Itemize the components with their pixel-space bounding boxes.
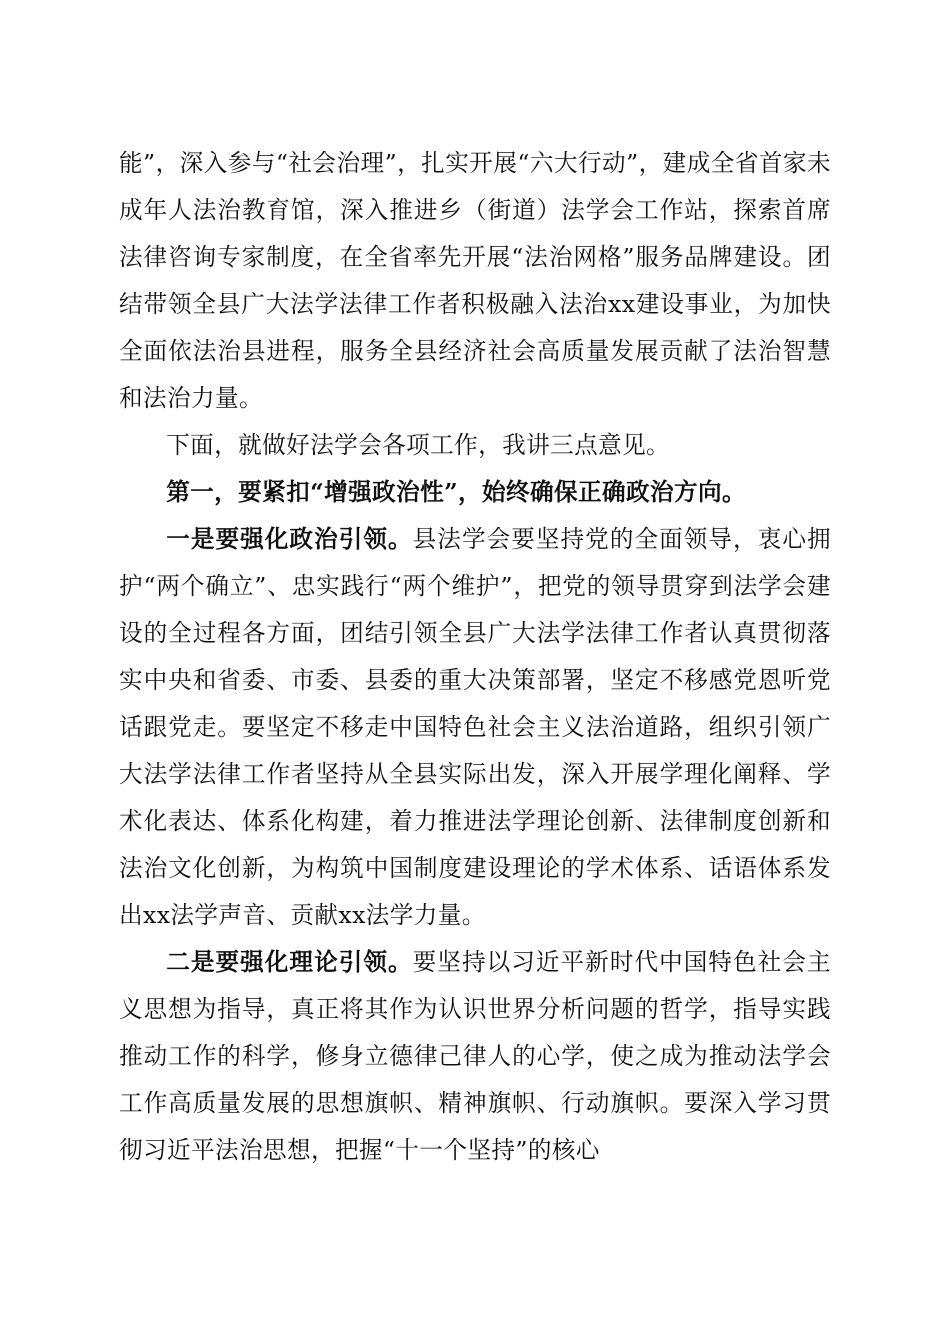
paragraph-political-guidance bbox=[119, 516, 831, 939]
paragraph-text: 下面，就做好法学会各项工作，我讲三点意见。 bbox=[166, 431, 671, 459]
paragraph-lead: 一是要强化政治引领。 bbox=[166, 525, 413, 553]
paragraph-text: 能”，深入参与“社会治理”，扎实开展“六大行动”，建成全省首家未成年人法治教育馆，深入推进乡（街道）法学会工作站，探索首席法律咨询专家制度，在全省率先开展“法治网格”服务品牌建设。团结带领全县广大法学法律工作者积极融入法治xx建设事业，为加快全面依法治县进程，服务全县经济社会高质量发展贡献了法治智慧和法治力量。 bbox=[119, 149, 831, 412]
section-heading-text: 第一，要紧扣“增强政治性”，始终确保正确政治方向。 bbox=[166, 478, 746, 506]
document-body bbox=[119, 140, 831, 1174]
paragraph-lead: 二是要强化理论引领。 bbox=[166, 948, 413, 976]
paragraph-continuation bbox=[119, 140, 831, 422]
paragraph-intro bbox=[119, 422, 831, 469]
paragraph-theory-guidance bbox=[119, 939, 831, 1174]
section-heading bbox=[119, 469, 831, 516]
paragraph-text: 县法学会要坚持党的全面领导，衷心拥护“两个确立”、忠实践行“两个维护”，把党的领导贯穿到法学会建设的全过程各方面，团结引领全县广大法学法律工作者认真贯彻落实中央和省委、市委、县委的重大决策部署，坚定不移感党恩听党话跟党走。要坚定不移走中国特色社会主义法治道路，组织引领广大法学法律工作者坚持从全县实际出发，深入开展学理化阐释、学术化表达、体系化构建，着力推进法学理论创新、法律制度创新和法治文化创新，为构筑中国制度建设理论的学术体系、话语体系发出xx法学声音、贡献xx法学力量。 bbox=[119, 525, 831, 929]
paragraph-text: 要坚持以习近平新时代中国特色社会主义思想为指导，真正将其作为认识世界分析问题的哲学，指导实践推动工作的科学，修身立德律己律人的心学，使之成为推动法学会工作高质量发展的思想旗帜、精神旗帜、行动旗帜。要深入学习贯彻习近平法治思想，把握“十一个坚持”的核心 bbox=[119, 948, 831, 1164]
